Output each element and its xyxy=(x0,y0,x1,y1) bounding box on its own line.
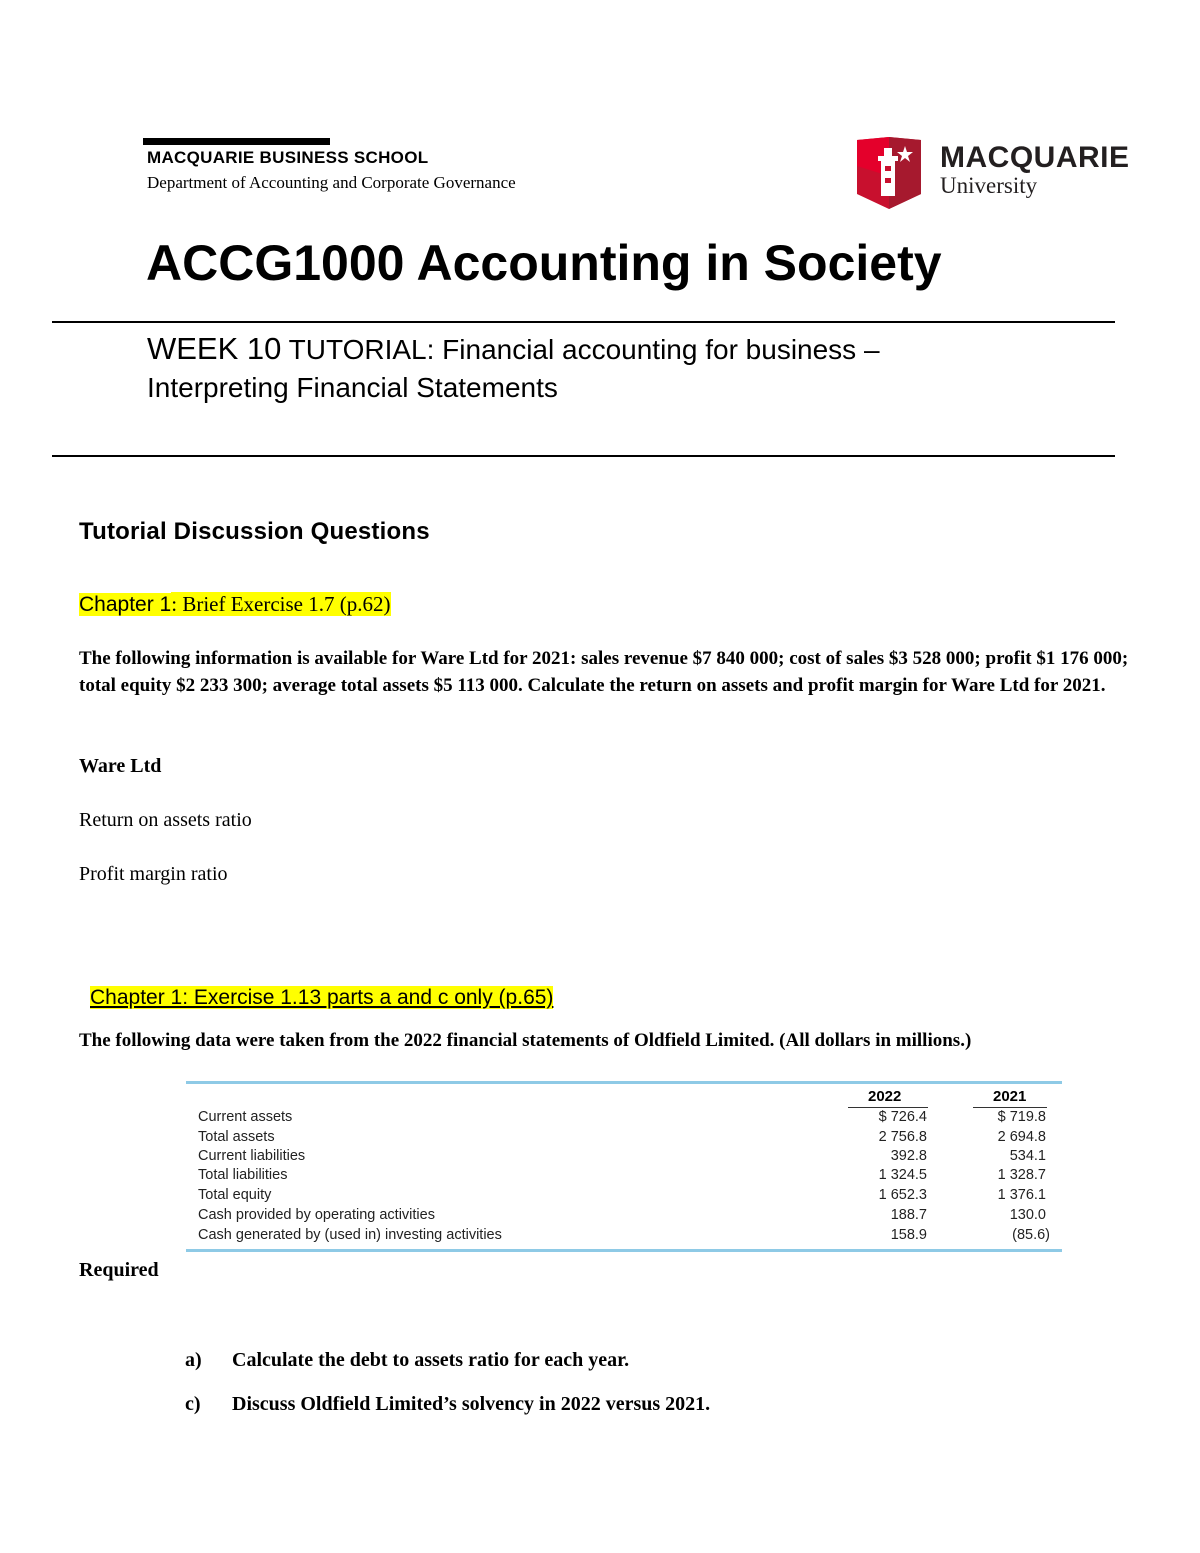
header-rule-bar xyxy=(143,138,330,145)
table-row-label: Current assets xyxy=(198,1109,293,1125)
exercise2-text: The following data were taken from the 2022 financial statements of Oldfield Limited. (All dollars in millions.) xyxy=(79,1030,972,1051)
table-bottom-border xyxy=(186,1249,1062,1252)
exercise1-roa: Return on assets ratio xyxy=(79,809,252,831)
table-cell: 392.8 xyxy=(890,1148,927,1164)
table-row-label: Total equity xyxy=(198,1187,272,1203)
macquarie-crest-icon xyxy=(855,136,925,210)
table-cell: 1 324.5 xyxy=(878,1167,927,1183)
logo-subword: University xyxy=(940,173,1038,198)
table-header-2022: 2022 xyxy=(868,1088,902,1105)
page-subtitle xyxy=(147,330,1047,407)
subtitle-line1: TUTORIAL: Financial accounting for business – xyxy=(281,334,880,365)
title-divider-bottom xyxy=(52,455,1115,457)
table-cell: 2 756.8 xyxy=(878,1129,927,1145)
school-name: MACQUARIE BUSINESS SCHOOL xyxy=(147,148,429,167)
table-cell: 1 376.1 xyxy=(997,1187,1046,1203)
exercise1-label: : Brief Exercise 1.7 (p.62) xyxy=(171,592,391,616)
table-cell: 1 652.3 xyxy=(878,1187,927,1203)
title-divider-top xyxy=(52,321,1115,323)
department-name: Department of Accounting and Corporate Governance xyxy=(147,173,516,192)
table-cell: $ 719.8 xyxy=(997,1109,1046,1125)
part-c-letter: c) xyxy=(185,1393,201,1415)
exercise2-heading xyxy=(90,986,553,1010)
table-top-border xyxy=(186,1081,1062,1084)
part-c-text: Discuss Oldfield Limited’s solvency in 2022 versus 2021. xyxy=(232,1393,711,1415)
part-a-text: Calculate the debt to assets ratio for each year. xyxy=(232,1349,630,1371)
table-underline xyxy=(973,1107,1047,1108)
table-header-2021: 2021 xyxy=(993,1088,1027,1105)
subtitle-week: WEEK 10 xyxy=(147,331,282,366)
table-row-label: Total liabilities xyxy=(198,1167,288,1183)
table-cell: 2 694.8 xyxy=(997,1129,1046,1145)
table-cell: 188.7 xyxy=(890,1207,927,1223)
exercise2-heading-text: Chapter 1: Exercise 1.13 parts a and c only (p.65) xyxy=(90,986,554,1009)
required-label: Required xyxy=(79,1259,159,1281)
logo-wordmark: MACQUARIE xyxy=(940,141,1130,174)
section-heading: Tutorial Discussion Questions xyxy=(79,518,430,545)
exercise1-chapter: Chapter 1 xyxy=(79,593,172,616)
exercise1-heading xyxy=(79,592,391,617)
table-cell: 130.0 xyxy=(1009,1207,1046,1223)
table-cell: 158.9 xyxy=(890,1227,927,1243)
table-cell: 534.1 xyxy=(1009,1148,1046,1164)
table-row-label: Total assets xyxy=(198,1129,275,1145)
exercise1-company: Ware Ltd xyxy=(79,755,162,777)
table-row-label: Cash generated by (used in) investing activities xyxy=(198,1227,502,1243)
table-underline xyxy=(848,1107,928,1108)
table-cell: (85.6) xyxy=(1012,1227,1050,1243)
page-title: ACCG1000 Accounting in Society xyxy=(146,235,942,291)
table-row-label: Cash provided by operating activities xyxy=(198,1207,435,1223)
table-cell: 1 328.7 xyxy=(997,1167,1046,1183)
university-logo xyxy=(855,136,925,215)
table-row-label: Current liabilities xyxy=(198,1148,306,1164)
exercise1-pm: Profit margin ratio xyxy=(79,863,228,885)
part-a-letter: a) xyxy=(185,1349,202,1371)
subtitle-line2: Interpreting Financial Statements xyxy=(147,372,558,403)
table-cell: $ 726.4 xyxy=(878,1109,927,1125)
exercise1-text: The following information is available for Ware Ltd for 2021: sales revenue $7 840 000; cost of sales $3 528 000; profit $1 176 000; total equity $2 233 300; average total assets $5 113 000. Calculate the return on assets and profit margin for Ware Ltd for 2021. xyxy=(79,648,1129,696)
